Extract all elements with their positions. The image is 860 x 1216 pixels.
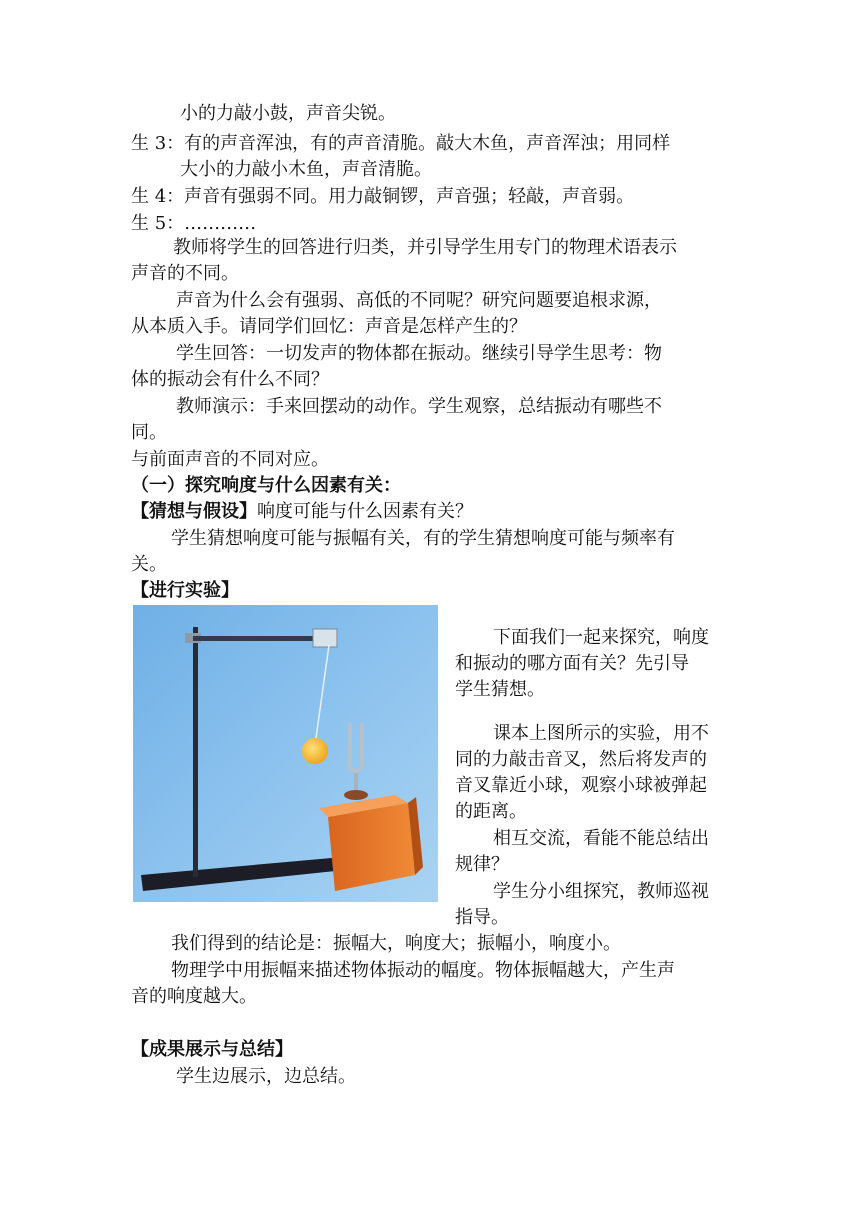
text-line: 关。 — [131, 554, 167, 575]
bracket-heading: 【进行实验】 — [131, 580, 239, 601]
text-line — [131, 500, 473, 524]
text-line: 声音的不同。 — [131, 263, 239, 284]
text-line: 指导。 — [455, 907, 509, 928]
text-line: 音的响度越大。 — [131, 986, 257, 1007]
text-line: 规律？ — [455, 854, 509, 875]
text-line: 同。 — [131, 422, 167, 443]
text-line: 同的力敲击音叉，然后将发声的 — [455, 749, 707, 770]
bracket-heading: 【成果展示与总结】 — [131, 1039, 293, 1060]
text-line: 教师将学生的回答进行归类，并引导学生用专门的物理术语表示 — [173, 237, 677, 258]
text-line: 我们得到的结论是：振幅大，响度大；振幅小，响度小。 — [171, 933, 621, 954]
text-line: 学生分小组探究，教师巡视 — [493, 881, 709, 902]
text-line: 音叉靠近小球，观察小球被弹起 — [455, 775, 707, 796]
text-line: 的距离。 — [455, 801, 527, 822]
text-line: 教师演示：手来回摆动的动作。学生观察，总结振动有哪些不 — [176, 396, 662, 417]
text-line: 相互交流，看能不能总结出 — [493, 828, 709, 849]
experiment-photo — [133, 605, 438, 902]
text-line: 从本质入手。请同学们回忆：声音是怎样产生的？ — [131, 316, 527, 337]
text-line: 学生回答：一切发声的物体都在振动。继续引导学生思考：物 — [176, 343, 662, 364]
text-line: 学生边展示，边总结。 — [176, 1066, 356, 1087]
text-line: 生 4：声音有强弱不同。用力敲铜锣，声音强；轻敲，声音弱。 — [131, 186, 635, 207]
text-line: 下面我们一起来探究，响度 — [493, 627, 709, 648]
text-line: 学生猜想。 — [455, 679, 545, 700]
bracket-heading: 【猜想与假设】 — [131, 501, 257, 522]
text-line: 和振动的哪方面有关？先引导 — [455, 653, 689, 674]
section-heading: （一）探究响度与什么因素有关： — [131, 475, 401, 496]
text-line: 课本上图所示的实验，用不 — [493, 723, 709, 744]
text-line: 大小的力敲小木鱼，声音清脆。 — [180, 159, 432, 180]
text-line: 小的力敲小鼓，声音尖锐。 — [180, 103, 396, 124]
text-line: 体的振动会有什么不同？ — [131, 369, 329, 390]
text-line: 声音为什么会有强弱、高低的不同呢？研究问题要追根求源， — [176, 290, 662, 311]
text-line: 与前面声音的不同对应。 — [131, 449, 329, 470]
text-line: 物理学中用振幅来描述物体振动的幅度。物体振幅越大，产生声 — [171, 960, 675, 981]
text-line: 生 3：有的声音浑浊，有的声音清脆。敲大木鱼，声音浑浊；用同样 — [131, 133, 671, 154]
text-line: 学生猜想响度可能与振幅有关，有的学生猜想响度可能与频率有 — [171, 528, 675, 549]
text-line: 生 5：………… — [131, 213, 257, 234]
text-span: 响度可能与什么因素有关？ — [257, 501, 473, 522]
tuning-fork-illustration — [133, 605, 438, 902]
